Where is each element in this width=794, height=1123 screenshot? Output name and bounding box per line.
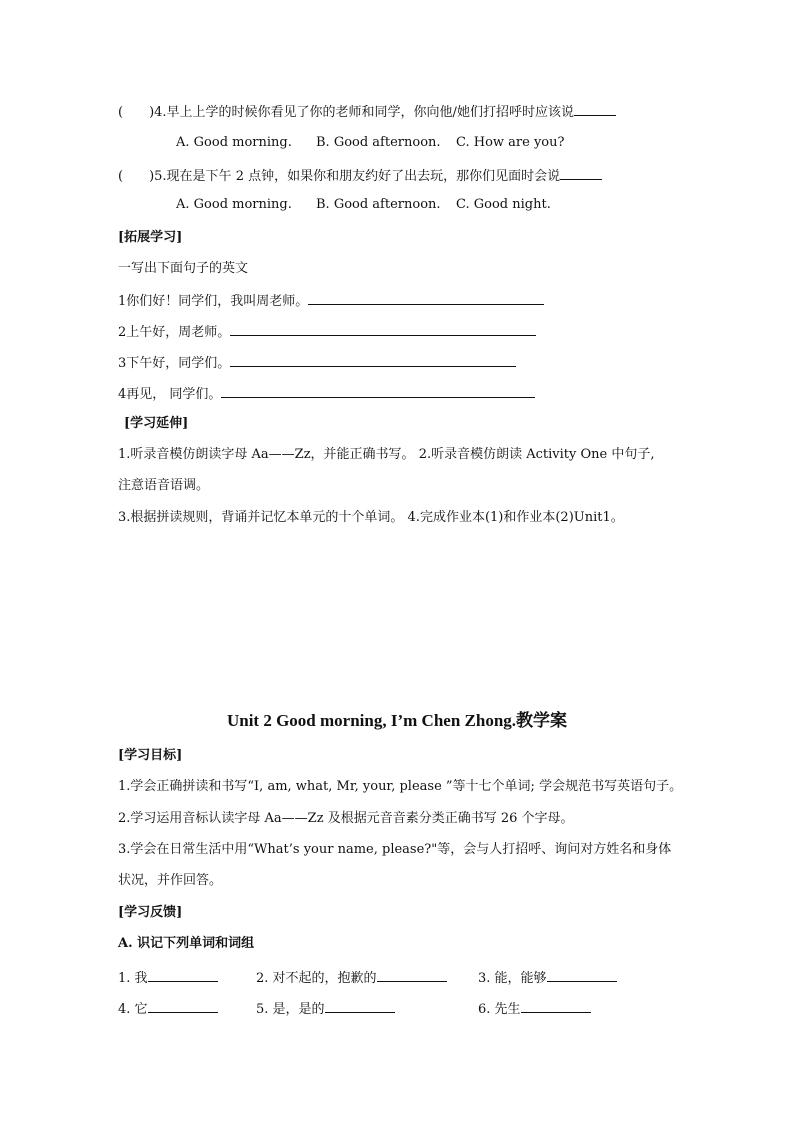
vocab-label: 5. 是，是的 xyxy=(256,1002,325,1017)
answer-blank[interactable] xyxy=(221,384,535,398)
feedback-heading: [学习反馈] xyxy=(118,905,183,920)
answer-blank[interactable] xyxy=(230,322,536,336)
translation-item xyxy=(118,291,544,311)
followup-heading: [学习延伸] xyxy=(124,416,189,431)
question-5 xyxy=(118,166,602,186)
goal-line: 3.学会在日常生活中用“What’s your name, please?"等，会与人打招呼、询问对方姓名和身体 xyxy=(118,842,672,857)
answer-paren-open: ( xyxy=(118,105,124,120)
goal-line: 状况，并作回答。 xyxy=(118,873,223,888)
vocab-label: 4. 它 xyxy=(118,1002,148,1017)
translation-item xyxy=(118,322,536,342)
answer-blank[interactable] xyxy=(521,999,591,1013)
goal-line: 2.学习运用音标认读字母 Aa——Zz 及根据元音音素分类正确书写 26 个字母。 xyxy=(118,811,574,826)
vocab-label: 6. 先生 xyxy=(478,1002,521,1017)
answer-blank[interactable] xyxy=(547,968,617,982)
goals-heading: [学习目标] xyxy=(118,748,183,763)
question-text: 5.现在是下午 2 点钟，如果你和朋友约好了出去玩，那你们见面时会说 xyxy=(154,169,561,184)
vocab-label: 2. 对不起的，抱歉的 xyxy=(256,971,377,986)
vocab-item xyxy=(478,967,617,986)
answer-blank[interactable] xyxy=(377,968,447,982)
item-text: 2上午好，周老师。 xyxy=(118,325,231,340)
vocab-item xyxy=(118,967,218,986)
vocab-item xyxy=(478,998,591,1017)
answer-blank[interactable] xyxy=(148,999,218,1013)
option-a: A. Good morning. xyxy=(176,197,292,212)
section-a-heading: A. 识记下列单词和词组 xyxy=(118,936,255,951)
answer-paren-open: ( xyxy=(118,169,124,184)
answer-blank[interactable] xyxy=(574,102,616,116)
vocab-item xyxy=(256,998,395,1017)
option-c: C. How are you? xyxy=(456,135,565,150)
page-title: Unit 2 Good morning, I’m Chen Zhong.教学案 xyxy=(226,711,568,730)
option-c: C. Good night. xyxy=(456,197,551,212)
followup-line: 注意语音语调。 xyxy=(118,478,210,493)
extension-instruction: 一写出下面句子的英文 xyxy=(118,261,249,276)
answer-blank[interactable] xyxy=(148,968,218,982)
vocab-item xyxy=(118,998,218,1017)
option-b: B. Good afternoon. xyxy=(316,135,441,150)
extension-heading: [拓展学习] xyxy=(118,230,183,245)
translation-item xyxy=(118,353,516,373)
answer-blank[interactable] xyxy=(560,166,602,180)
vocab-item xyxy=(256,967,447,986)
answer-blank[interactable] xyxy=(325,999,395,1013)
translation-item xyxy=(118,384,535,404)
item-text: 4再见， 同学们。 xyxy=(118,387,222,402)
followup-line: 1.听录音模仿朗读字母 Aa——Zz，并能正确书写。 2.听录音模仿朗读 Activity One 中句子, xyxy=(118,447,655,462)
goal-line: 1.学会正确拼读和书写“I, am, what, Mr, your, please ”等十七个单词; 学会规范书写英语句子。 xyxy=(118,779,683,794)
item-text: 3下午好，同学们。 xyxy=(118,356,231,371)
question-4 xyxy=(118,102,616,122)
followup-line: 3.根据拼读规则，背诵并记忆本单元的十个单词。 4.完成作业本(1)和作业本(2)Unit1。 xyxy=(118,510,624,525)
vocab-label: 1. 我 xyxy=(118,971,148,986)
answer-blank[interactable] xyxy=(230,353,516,367)
answer-blank[interactable] xyxy=(308,291,544,305)
option-b: B. Good afternoon. xyxy=(316,197,441,212)
vocab-label: 3. 能，能够 xyxy=(478,971,547,986)
option-a: A. Good morning. xyxy=(176,135,292,150)
question-text: 4.早上上学的时候你看见了你的老师和同学，你向他/她们打招呼时应该说 xyxy=(154,105,574,120)
answer-paren-close: ) xyxy=(149,169,155,184)
answer-paren-close: ) xyxy=(149,105,155,120)
item-text: 1你们好！同学们，我叫周老师。 xyxy=(118,294,309,309)
